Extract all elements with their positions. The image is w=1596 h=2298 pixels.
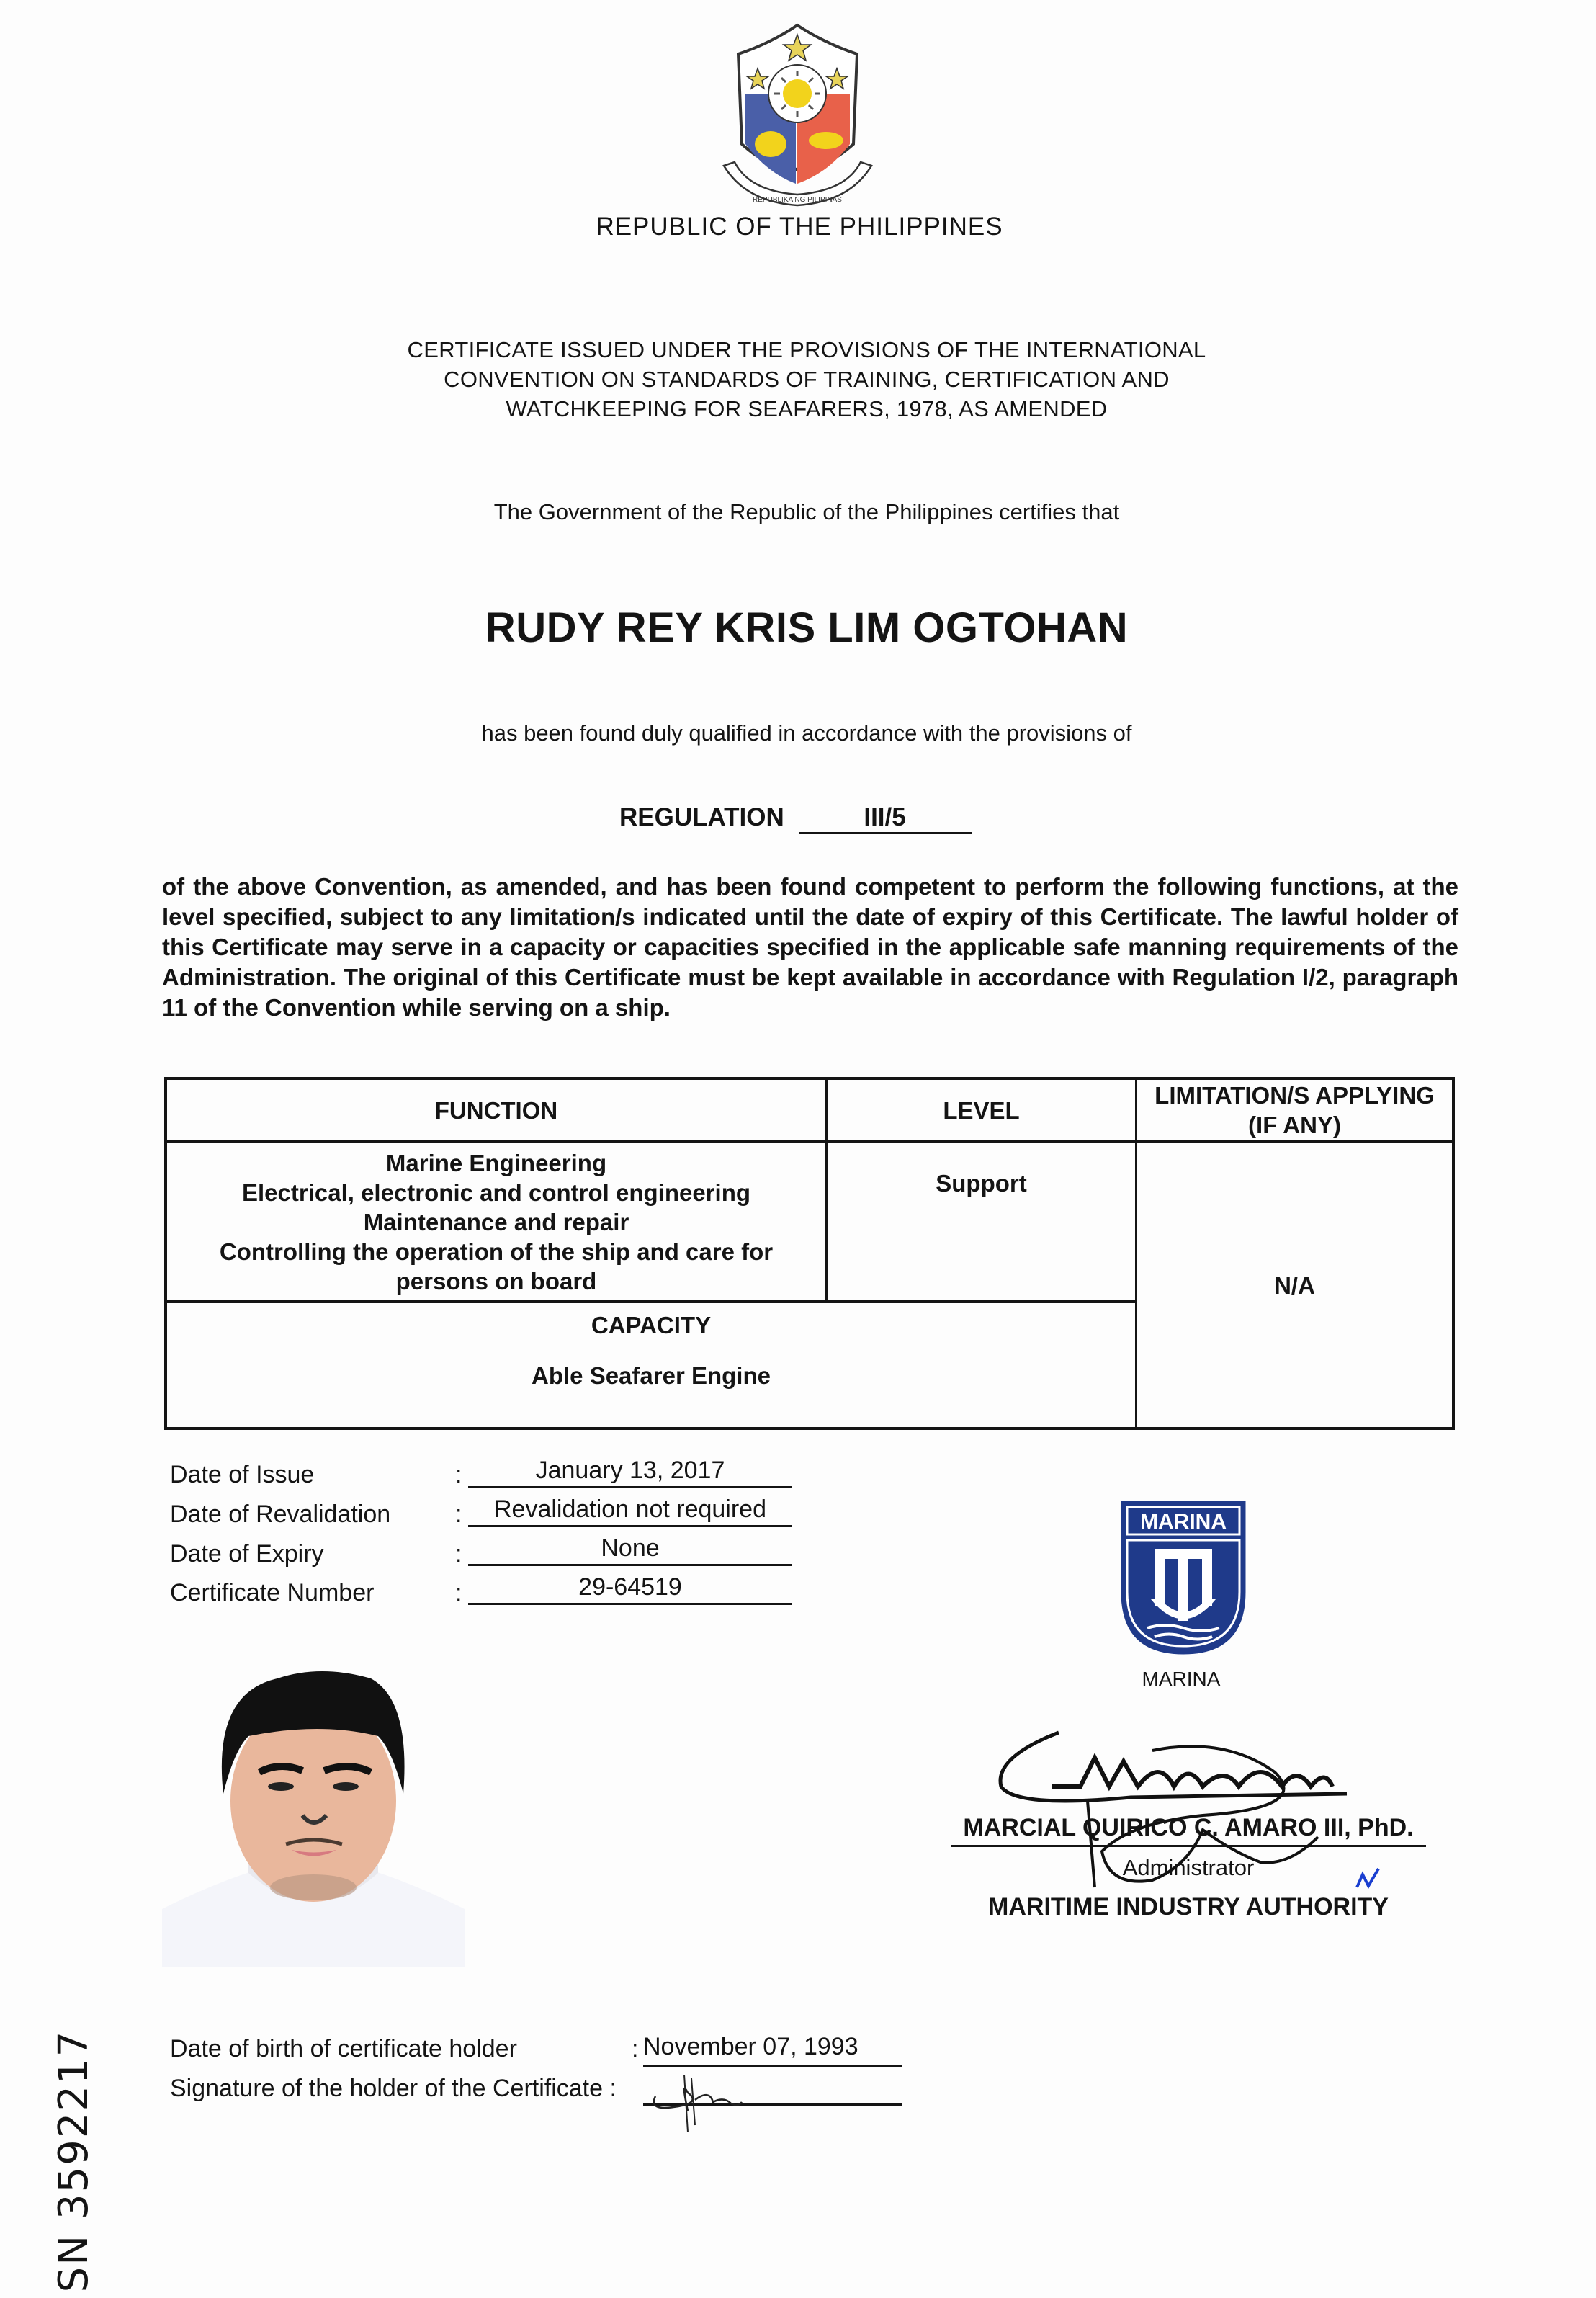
heading-line: CONVENTION ON STANDARDS OF TRAINING, CERTIFICATION AND [444, 367, 1170, 392]
heading-line: CERTIFICATE ISSUED UNDER THE PROVISIONS OF THE INTERNATIONAL [407, 337, 1206, 362]
table-border [1452, 1077, 1455, 1430]
holder-name: RUDY REY KRIS LIM OGTOHAN [485, 604, 1129, 651]
function-item: Maintenance and repair [363, 1208, 629, 1235]
svg-text:REPUBLIKA NG PILIPINAS: REPUBLIKA NG PILIPINAS [753, 196, 842, 204]
date-of-issue-label: Date of Issue [170, 1461, 315, 1488]
regulation-value: III/5 [799, 803, 972, 834]
qualified-statement: has been found duly qualified in accordance with the provisions of [481, 720, 1132, 746]
heading-line: WATCHKEEPING FOR SEAFARERS, 1978, AS AMENDED [506, 396, 1108, 421]
signatory-title: Administrator [1122, 1855, 1255, 1880]
date-of-expiry-value: None [468, 1534, 792, 1566]
holder-signature-label: Signature of the holder of the Certificate : [170, 2075, 617, 2102]
regulation-line [619, 803, 972, 834]
limitations-value: N/A [1274, 1271, 1315, 1299]
dob-value: November 07, 1993 [643, 2033, 902, 2067]
initial-mark-icon [1354, 1866, 1383, 1891]
function-item: Marine Engineering [385, 1149, 607, 1176]
regulation-label: REGULATION [619, 803, 784, 831]
function-table [164, 1077, 1455, 1430]
capacity-label: CAPACITY [591, 1311, 712, 1338]
marina-caption: MARINA [1142, 1668, 1221, 1690]
level-value: Support [936, 1169, 1027, 1197]
separator: : [455, 1540, 462, 1568]
certificate-heading [346, 335, 1268, 424]
date-of-revalidation-label: Date of Revalidation [170, 1501, 391, 1528]
marina-anchor-logo-icon [1118, 1498, 1248, 1657]
country-heading: REPUBLIC OF THE PHILIPPINES [596, 213, 1003, 241]
separator: : [455, 1501, 462, 1528]
certificate-number-value: 29-64519 [468, 1573, 792, 1605]
date-of-issue-value: January 13, 2017 [468, 1457, 792, 1488]
header-limitations: LIMITATION/S APPLYING (IF ANY) [1155, 1082, 1435, 1138]
header-function-label: FUNCTION [434, 1096, 558, 1124]
holder-signature-icon [645, 2075, 760, 2132]
table-border [164, 1427, 1455, 1430]
certificate-number-label: Certificate Number [170, 1579, 375, 1606]
header-function [167, 1080, 825, 1140]
function-item: Electrical, electronic and control engineering [241, 1179, 751, 1206]
capacity-value: Able Seafarer Engine [532, 1362, 771, 1389]
coat-of-arms-seal-icon [717, 22, 879, 209]
separator: : [632, 2035, 639, 2062]
date-of-expiry-label: Date of Expiry [170, 1540, 324, 1568]
date-of-revalidation-value: Revalidation not required [468, 1496, 792, 1527]
signatory-name: MARCIAL QUIRICO C. AMARO III, PhD. [951, 1814, 1426, 1847]
holder-photo [162, 1650, 465, 1967]
svg-text:MARINA: MARINA [1140, 1510, 1227, 1534]
separator: : [455, 1461, 462, 1488]
serial-number: SN 3592217 [50, 2029, 97, 2293]
dob-label: Date of birth of certificate holder [170, 2035, 517, 2062]
competency-statement: of the above Convention, as amended, and has been found competent to perform the following functions, at the level specified, subject to any limitation/s indicated until the date of expiry of this Certificate. The lawful holder of this Certificate may serve in a capacity or capacities specified in the applicable safe manning requirements of the Administration. The original of this Certificate must be kept available in accordance with Regulation I/2, paragraph 11 of the Convention while serving on a ship. [162, 873, 1458, 1021]
separator: : [455, 1579, 462, 1606]
header-level: LEVEL [943, 1096, 1020, 1124]
certifies-statement: The Government of the Republic of the Philippines certifies that [493, 499, 1120, 524]
issuing-organization: MARITIME INDUSTRY AUTHORITY [988, 1893, 1389, 1921]
function-list [167, 1143, 825, 1300]
function-item: Controlling the operation of the ship and care for persons on board [219, 1238, 774, 1295]
